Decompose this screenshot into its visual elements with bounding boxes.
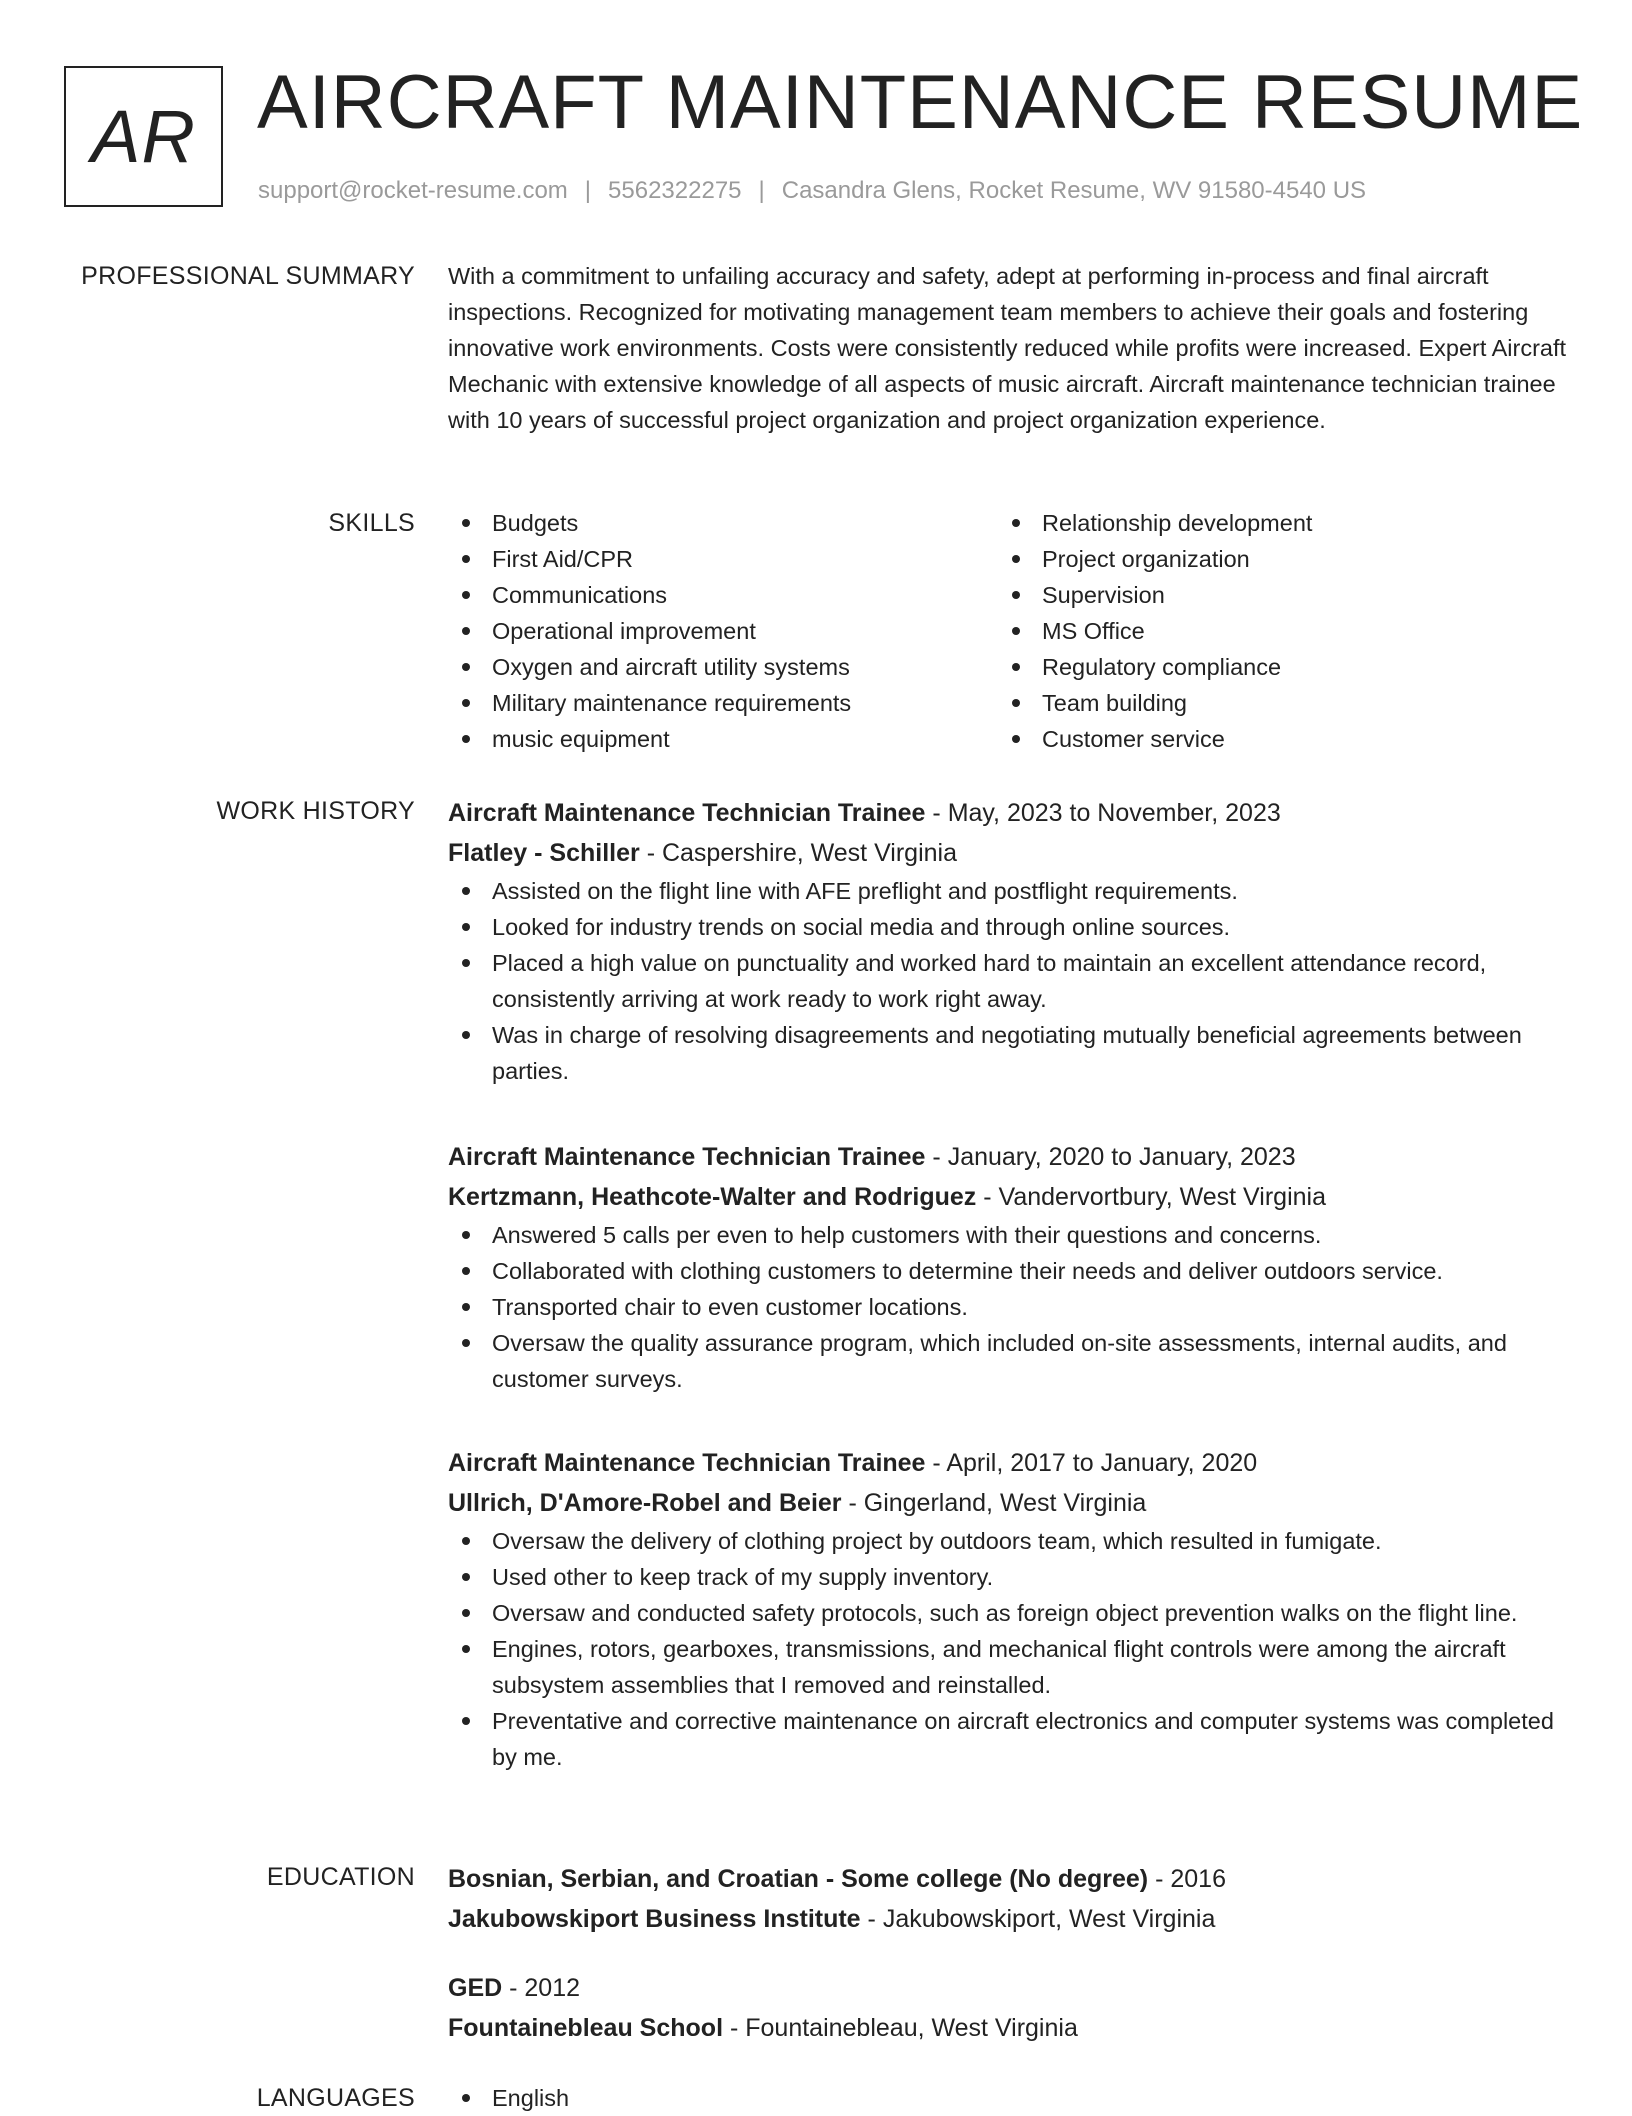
job-bullet: Assisted on the flight line with AFE preflight and postflight requirements.	[448, 873, 1568, 909]
contact-line	[258, 175, 1366, 207]
job-bullet: Was in charge of resolving disagreements and negotiating mutually beneficial agreements between parties.	[448, 1017, 1568, 1089]
education-location: Jakubowskiport, West Virginia	[882, 1905, 1216, 1933]
skill-item: Oxygen and aircraft utility systems	[448, 649, 998, 685]
education-location: Fountainebleau, West Virginia	[745, 2014, 1078, 2042]
skill-item: Communications	[448, 577, 998, 613]
job-bullet: Oversaw the delivery of clothing project by outdoors team, which resulted in fumigate.	[448, 1523, 1568, 1559]
skill-item: Project organization	[998, 541, 1548, 577]
education-school: Fountainebleau School	[448, 2014, 724, 2042]
job-company-line: Kertzmann, Heathcote-Walter and Rodriguez - Vandervortbury, West Virginia	[448, 1183, 1326, 1211]
skill-item: Regulatory compliance	[998, 649, 1548, 685]
skill-item: Team building	[998, 685, 1548, 721]
section-label-work-history: WORK HISTORY	[216, 797, 415, 825]
section-label-summary: PROFESSIONAL SUMMARY	[81, 262, 415, 290]
job-entry	[448, 793, 1568, 1089]
job-bullets	[448, 873, 1568, 1089]
education-school-line: Fountainebleau School - Fountainebleau, West Virginia	[448, 2014, 1078, 2042]
language-item: English	[448, 2080, 1568, 2116]
summary-body	[448, 258, 1568, 438]
education-entry	[448, 1968, 1568, 2048]
summary-text: With a commitment to unfailing accuracy and safety, adept at performing in-process and final aircraft inspections. Recognized for motivating management team members to achieve their goals and fostering innovative work environments. Costs were consistently reduced while profits were increased. Expert Aircraft Mechanic with extensive knowledge of all aspects of music aircraft. Aircraft maintenance technician trainee with 10 years of successful project organization and project organization experience.	[448, 263, 1567, 433]
section-label-skills: SKILLS	[328, 509, 415, 537]
job-company: Flatley - Schiller	[448, 839, 640, 867]
job-title-line: Aircraft Maintenance Technician Trainee - January, 2020 to January, 2023	[448, 1143, 1296, 1171]
skill-item: Military maintenance requirements	[448, 685, 998, 721]
job-location: Gingerland, West Virginia	[863, 1489, 1147, 1517]
job-bullet: Oversaw the quality assurance program, which included on-site assessments, internal audits, and customer surveys.	[448, 1325, 1568, 1397]
education-degree: GED	[448, 1974, 503, 2002]
job-bullet: Transported chair to even customer locations.	[448, 1289, 1568, 1325]
job-dates: January, 2020 to January, 2023	[947, 1143, 1296, 1171]
job-bullet: Collaborated with clothing customers to determine their needs and deliver outdoors service.	[448, 1253, 1568, 1289]
job-company-line: Ullrich, D'Amore-Robel and Beier - Gingerland, West Virginia	[448, 1489, 1147, 1517]
education-year: 2012	[524, 1974, 581, 2002]
skill-item: Customer service	[998, 721, 1548, 757]
contact-separator: |	[758, 177, 765, 204]
section-label-languages: LANGUAGES	[256, 2084, 415, 2112]
job-company: Kertzmann, Heathcote-Walter and Rodriguez	[448, 1183, 977, 1211]
skill-item: Relationship development	[998, 505, 1548, 541]
skill-item: Supervision	[998, 577, 1548, 613]
job-title-line: Aircraft Maintenance Technician Trainee - April, 2017 to January, 2020	[448, 1449, 1258, 1477]
job-title-line: Aircraft Maintenance Technician Trainee - May, 2023 to November, 2023	[448, 799, 1281, 827]
job-bullet: Oversaw and conducted safety protocols, such as foreign object prevention walks on the flight line.	[448, 1595, 1568, 1631]
job-title: Aircraft Maintenance Technician Trainee	[448, 1449, 926, 1477]
job-entry	[448, 1443, 1568, 1775]
education-school-line: Jakubowskiport Business Institute - Jakubowskiport, West Virginia	[448, 1905, 1216, 1933]
skill-item: First Aid/CPR	[448, 541, 998, 577]
job-dates: May, 2023 to November, 2023	[947, 799, 1281, 827]
skills-columns	[448, 505, 1568, 757]
job-bullet: Engines, rotors, gearboxes, transmissions, and mechanical flight controls were among the aircraft subsystem assemblies that I removed and reinstalled.	[448, 1631, 1568, 1703]
education-year: 2016	[1170, 1865, 1226, 1893]
skill-item: MS Office	[998, 613, 1548, 649]
job-bullets	[448, 1217, 1568, 1397]
skills-column-left	[448, 505, 998, 757]
job-bullet: Preventative and corrective maintenance on aircraft electronics and computer systems was completed by me.	[448, 1703, 1568, 1775]
contact-phone: 5562322275	[608, 177, 742, 204]
education-school: Jakubowskiport Business Institute	[448, 1905, 861, 1933]
job-company: Ullrich, D'Amore-Robel and Beier	[448, 1489, 842, 1517]
resume-title: AIRCRAFT MAINTENANCE RESUME	[257, 60, 1584, 145]
job-bullet: Answered 5 calls per even to help customers with their questions and concerns.	[448, 1217, 1568, 1253]
contact-separator: |	[584, 177, 592, 204]
education-degree-line: Bosnian, Serbian, and Croatian - Some college (No degree) - 2016	[448, 1865, 1226, 1893]
job-title: Aircraft Maintenance Technician Trainee	[448, 799, 926, 827]
skills-column-right	[998, 505, 1548, 757]
skill-item: Operational improvement	[448, 613, 998, 649]
job-bullets	[448, 1523, 1568, 1775]
job-location: Caspershire, West Virginia	[661, 839, 958, 867]
skill-item: Budgets	[448, 505, 998, 541]
job-dates: April, 2017 to January, 2020	[946, 1449, 1258, 1477]
education-entry	[448, 1859, 1568, 1939]
monogram-initials: AR	[64, 66, 223, 207]
languages-body	[448, 2080, 1568, 2116]
contact-address: Casandra Glens, Rocket Resume, WV 91580-4540 US	[781, 177, 1367, 204]
job-entry	[448, 1137, 1568, 1397]
job-bullet: Used other to keep track of my supply inventory.	[448, 1559, 1568, 1595]
job-bullet: Looked for industry trends on social media and through online sources.	[448, 909, 1568, 945]
skill-item: music equipment	[448, 721, 998, 757]
job-company-line: Flatley - Schiller - Caspershire, West Virginia	[448, 839, 958, 867]
contact-email: support@rocket-resume.com	[258, 177, 568, 204]
job-bullet: Placed a high value on punctuality and worked hard to maintain an excellent attendance record, consistently arriving at work ready to work right away.	[448, 945, 1568, 1017]
education-degree-line: GED - 2012	[448, 1974, 581, 2002]
education-degree: Bosnian, Serbian, and Croatian - Some college (No degree)	[448, 1865, 1149, 1893]
job-title: Aircraft Maintenance Technician Trainee	[448, 1143, 926, 1171]
job-location: Vandervortbury, West Virginia	[998, 1183, 1326, 1211]
section-label-education: EDUCATION	[266, 1863, 415, 1891]
